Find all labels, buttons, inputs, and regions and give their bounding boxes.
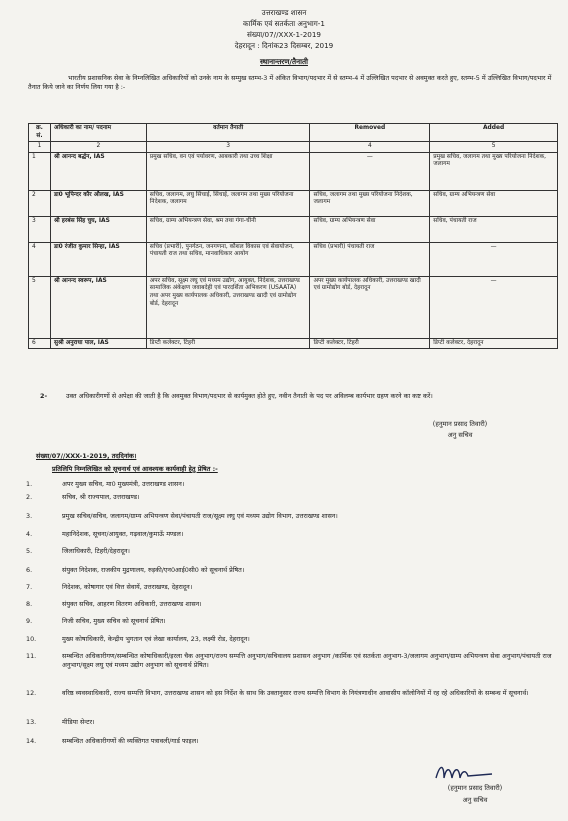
item-number: 3. xyxy=(26,512,33,520)
item-text: महानिदेशक, सूचना/आयुक्त, गढ़वाल/कुमाऊँ मण्डल। xyxy=(62,530,184,538)
item-text: सचिव, श्री राज्यपाल, उत्तराखण्ड। xyxy=(62,493,140,501)
col-header-name: अधिकारी का नाम/ पदनाम xyxy=(50,124,146,142)
signatory2-name: (हनुमान प्रसाद तिवारी) xyxy=(447,784,503,792)
row-sn: 4 xyxy=(29,242,51,276)
order-number: संख्या/07//XXX-1-2019 xyxy=(247,30,321,39)
current-posting: सचिव (प्रभारी), पुनर्गठन, जनगणना, कौशल विकास एवं सेवायोजन, पंचायती राज तथा सचिव, मानवाधिकार आयोग xyxy=(146,242,310,276)
table-row xyxy=(29,152,558,190)
item-number: 10. xyxy=(26,635,37,643)
removed-posting: सचिव (प्रभारी) पंचायती राज xyxy=(310,242,430,276)
row-sn: 5 xyxy=(29,276,51,338)
item-number: 9. xyxy=(26,617,33,625)
item-text: वरिष्ठ व्यवस्थाधिकारी, राज्य सम्पत्ति विभाग, उत्तराखण्ड शासन को इस निर्देश के साथ कि उक्तानुसार राज्य सम्पत्ति विभाग के नियंत्रणाधीन आवासीय कॉलोनियों में रह रहे अधिकारियों के सम्बन्ध में सूचनार्थ। xyxy=(62,689,529,697)
item-text: निजी सचिव, मुख्य सचिव को सूचनार्थ प्रेषित। xyxy=(62,617,166,625)
item-number: 13. xyxy=(26,718,37,726)
item-number: 12. xyxy=(26,689,37,697)
item-text: संयुक्त निदेशक, राजकीय मुद्रणालय, रुड़की/एन0आई0सी0 को सूचनार्थ प्रेषित। xyxy=(62,566,245,574)
intro-paragraph: भारतीय प्रशासनिक सेवा के निम्नलिखित अधिकारियों को उनके नाम के सम्मुख स्तम्भ-3 में अंकित विभाग/पदभार में से स्तम्भ-4 में उल्लिखित पदभार से अवमुक्त करते हुए, स्तम्भ-5 में उल्लिखित विभाग/पदभार में तैनात किये जाने का निर्णय लिया गया है :- xyxy=(28,74,552,91)
department-name: कार्मिक एवं सतर्कता अनुभाग-1 xyxy=(243,19,325,28)
current-posting: अपर सचिव, सूक्ष्म लघु एवं मध्यम उद्योग, आयुक्त, निदेशक, उत्तराखण्ड सामाजिक अंकेक्षण जवाबदेही एवं पारदर्शिता अभिकरण (USAATA) तथा अपर मुख्य कार्यपालक अधिकारी, उत्तराखण्ड खादी एवं ग्रामोद्योग बोर्ड, देहरादून xyxy=(146,276,310,338)
item-number: 2. xyxy=(26,493,33,501)
added-posting: सचिव, ग्राम्य अभियन्त्रण सेवा xyxy=(430,190,558,216)
item-text: प्रमुख सचिव/सचिव, जलागम/ग्राम्य अभियन्त्रण सेवा/पंचायती राज/सूक्ष्म लघु एवं मध्यम उद्योग विभाग, उत्तराखण्ड शासन। xyxy=(62,512,338,520)
officer-name: श्री आनन्द बर्द्धन, IAS xyxy=(50,152,146,190)
officer-name: श्री आनन्द स्वरूप, IAS xyxy=(50,276,146,338)
col-number: 4 xyxy=(310,142,430,153)
added-posting: — xyxy=(430,242,558,276)
removed-posting: डिप्टी कलेक्टर, टिहरी xyxy=(310,338,430,349)
officer-name: श्री हरबंस सिंह चुघ, IAS xyxy=(50,216,146,242)
table-row xyxy=(29,338,558,349)
government-name: उत्तराखण्ड शासन xyxy=(261,8,307,17)
table-row xyxy=(29,242,558,276)
removed-posting: अपर मुख्य कार्यपालक अधिकारी, उत्तराखण्ड खादी एवं ग्रामोद्योग बोर्ड, देहरादून xyxy=(310,276,430,338)
copy-list xyxy=(26,480,566,760)
item-text: सम्बन्धित अधिकारीगणों की व्यक्तिगत पत्रावली/गार्ड फाइल। xyxy=(62,737,199,745)
row-sn: 3 xyxy=(29,216,51,242)
col-number: 5 xyxy=(430,142,558,153)
table-header-row xyxy=(29,124,558,142)
row-sn: 6 xyxy=(29,338,51,349)
item-text: जिलाधिकारी, टिहरी/देहरादून। xyxy=(62,547,130,555)
item-text: मीडिया सेन्टर। xyxy=(62,718,95,726)
signatory-name: (हनुमान प्रसाद तिवारी) xyxy=(432,420,488,428)
added-posting: प्रमुख सचिव, जलागम तथा मुख्य परियोजना निदेशक, जलागम xyxy=(430,152,558,190)
col-header-added: Added xyxy=(430,124,558,142)
item-number: 14. xyxy=(26,737,37,745)
officer-name: सुश्री अनुराधा पाल, IAS xyxy=(50,338,146,349)
officer-name: डा0 रंजीत कुमार सिन्हा, IAS xyxy=(50,242,146,276)
removed-posting: सचिव, ग्राम्य अभियन्त्रण सेवा xyxy=(310,216,430,242)
signatory-designation: अनु सचिव xyxy=(447,431,473,439)
item-number: 11. xyxy=(26,652,37,660)
col-header-sn: क्र. सं. xyxy=(29,124,51,142)
row-sn: 2 xyxy=(29,190,51,216)
col-header-current: वर्तमान तैनाती xyxy=(146,124,310,142)
item-number: 1. xyxy=(26,480,33,488)
table-row xyxy=(29,216,558,242)
current-posting: सचिव, ग्राम्य अभियन्त्रण सेवा, श्रम तथा गंगा-चीनी xyxy=(146,216,310,242)
order-date: देहरादून : दिनांक23 दिसम्बर, 2019 xyxy=(234,41,334,50)
col-number: 1 xyxy=(29,142,51,153)
item-text: संयुक्त सचिव, आहरण वितरण अधिकारी, उत्तराखण्ड शासन। xyxy=(62,600,202,608)
item-text: सम्बन्धित अधिकारीगण/सम्बन्धित कोषाधिकारी/इरला चैक अनुभाग/राज्य सम्पत्ति अनुभाग/सचिवालय प्रशासन अनुभाग /कार्मिक एवं सतर्कता अनुभाग-3/जलागम अनुभाग/ग्राम्य अभियन्त्रण सेवा अनुभाग/पंचायती राज अनुभाग/सूक्ष्म लघु एवं मध्यम उद्योग अनुभाग को सूचनार्थ प्रेषित। xyxy=(62,652,552,669)
item-number: 5. xyxy=(26,547,33,555)
signatory2-designation: अनु सचिव xyxy=(462,796,488,804)
copy-intro: प्रतिलिपि निम्नलिखित को सूचनार्थ एवं आवश्यक कार्यवाही हेतु प्रेषित :- xyxy=(52,465,218,473)
para2-text: उक्त अधिकारीगणों से अपेक्षा की जाती है कि अवमुक्त विभाग/पदभार से कार्यमुक्त होते हुए, नवीन तैनाती के पद पर अविलम्ब कार्यभार ग्रहण करने का कष्ट करें। xyxy=(66,392,433,400)
item-number: 4. xyxy=(26,530,33,538)
current-posting: डिप्टी कलेक्टर, टिहरी xyxy=(146,338,310,349)
item-number: 6. xyxy=(26,566,33,574)
officer-name: डा0 भूपिन्दर कौर औलख, IAS xyxy=(50,190,146,216)
row-sn: 1 xyxy=(29,152,51,190)
table-row xyxy=(29,276,558,338)
order-subject: स्थानान्तरण/तैनाती xyxy=(260,57,308,66)
item-text: मुख्य कोषाधिकारी, केन्द्रीय भुगतान एवं लेखा कार्यालय, 23, लक्ष्मी रोड, देहरादून। xyxy=(62,635,250,643)
table-row xyxy=(29,190,558,216)
current-posting: प्रमुख सचिव, वन एवं पर्यावरण, आबकारी तथा उच्च शिक्षा xyxy=(146,152,310,190)
para2-number: 2- xyxy=(40,392,48,400)
added-posting: डिप्टी कलेक्टर, देहरादून xyxy=(430,338,558,349)
col-number: 2 xyxy=(50,142,146,153)
col-number: 3 xyxy=(146,142,310,153)
item-text: निदेशक, कोषागार एवं वित्त सेवायें, उत्तराखण्ड, देहरादून। xyxy=(62,583,193,591)
table-column-number-row xyxy=(29,142,558,153)
item-number: 7. xyxy=(26,583,33,591)
removed-posting: सचिव, जलागम तथा मुख्य परियोजना निदेशक, जलागम xyxy=(310,190,430,216)
item-text: अपर मुख्य सचिव, मा0 मुख्यमंत्री, उत्तराखण्ड शासन। xyxy=(62,480,185,488)
current-posting: सचिव, जलागम, लघु सिंचाई, सिंचाई, जलागम तथा मुख्य परियोजना निदेशक, जलागम xyxy=(146,190,310,216)
signature-mark xyxy=(432,760,502,784)
added-posting: सचिव, पंचायती राज xyxy=(430,216,558,242)
item-number: 8. xyxy=(26,600,33,608)
added-posting: — xyxy=(430,276,558,338)
col-header-removed: Removed xyxy=(310,124,430,142)
transfer-table xyxy=(28,123,558,349)
copy-reference: संख्या/07//XXX-1-2019, तददिनांक। xyxy=(36,452,137,460)
removed-posting: — xyxy=(310,152,430,190)
